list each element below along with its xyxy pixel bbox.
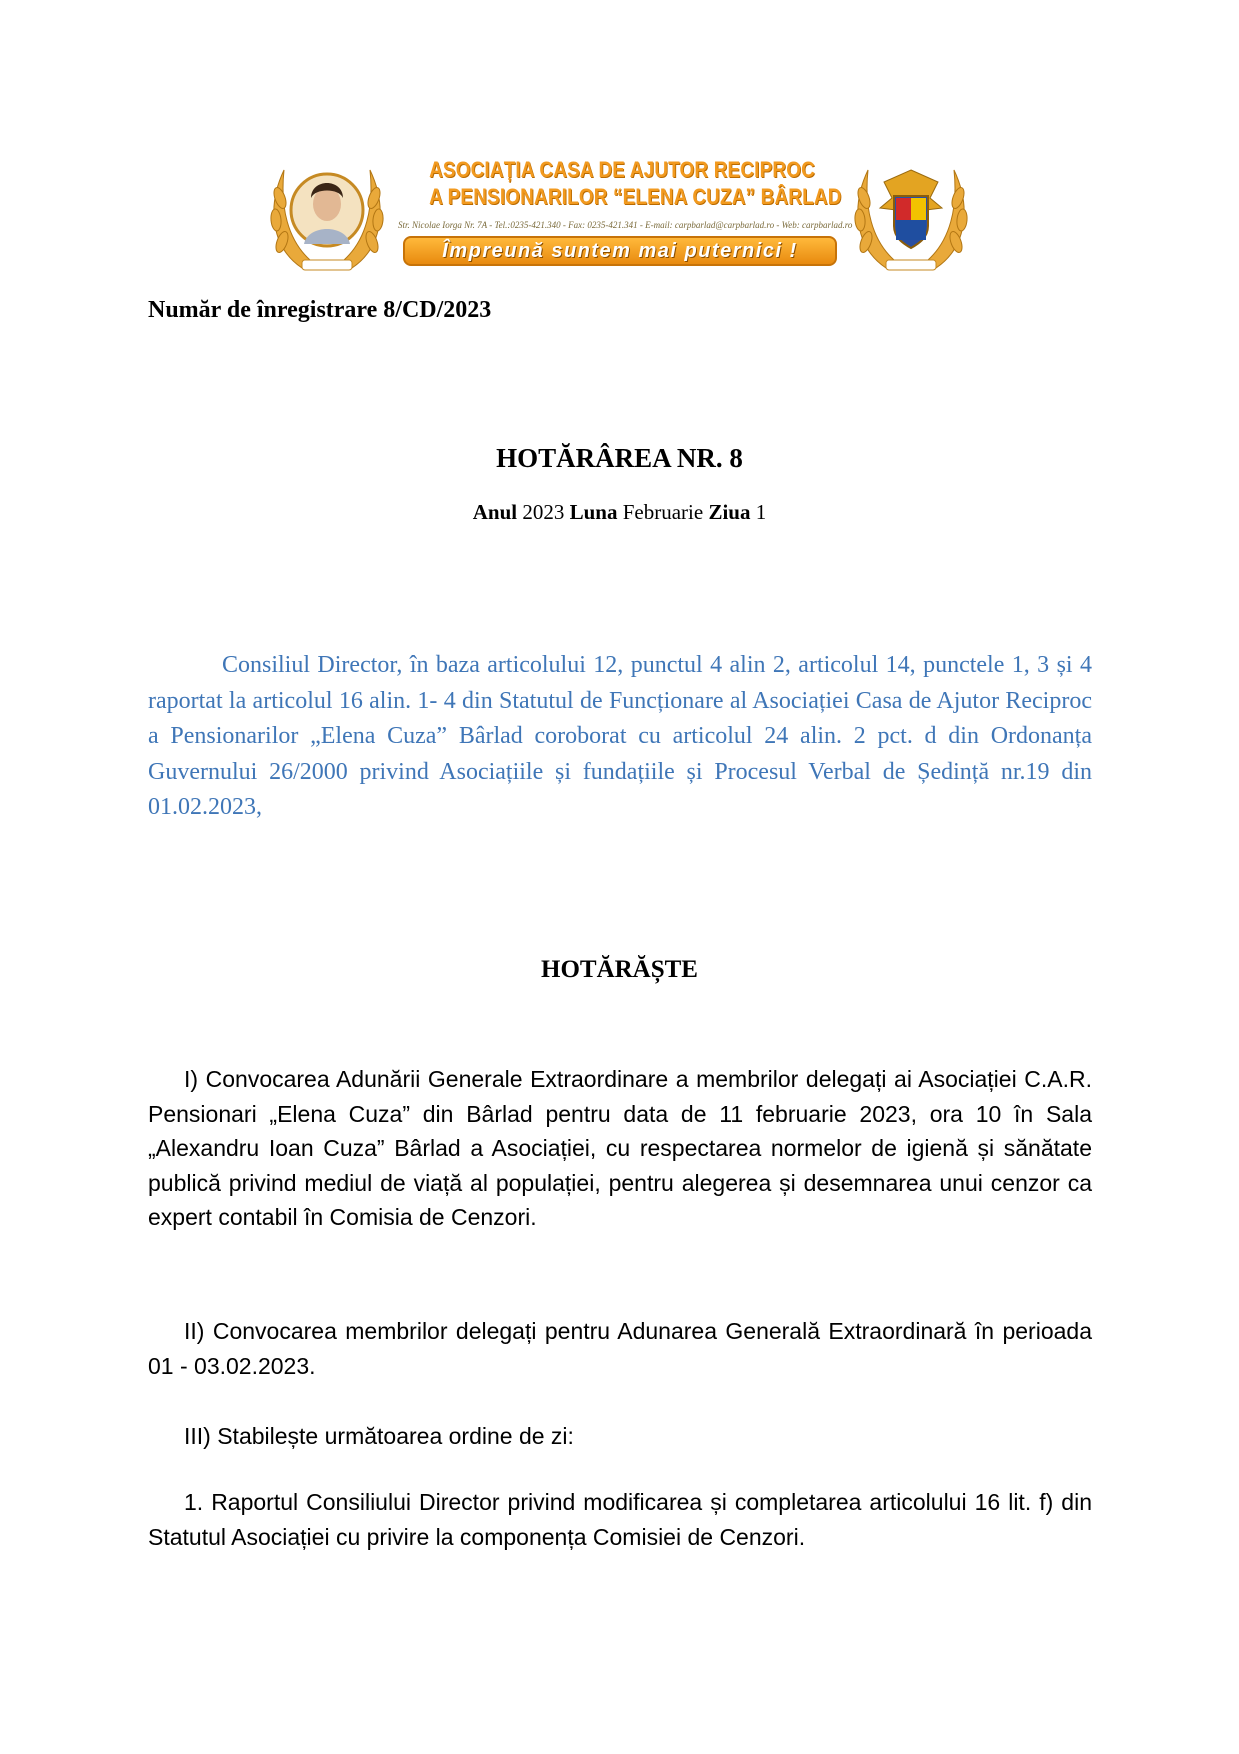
portrait-emblem [262, 148, 392, 280]
month-value: Februarie [622, 500, 704, 524]
letterhead [262, 148, 978, 280]
org-slogan: Împreună suntem mai puternici ! [403, 236, 837, 266]
org-name-line-2: A PENSIONARILOR “ELENA CUZA” BÂRLAD [429, 184, 842, 209]
brand-block [398, 156, 853, 280]
month-label: Luna [569, 500, 618, 524]
year-value: 2023 [522, 500, 565, 524]
date-line [0, 500, 1239, 525]
day-label: Ziua [708, 500, 751, 524]
year-label: Anul [472, 500, 518, 524]
org-name-line-1: ASOCIAȚIA CASA DE AJUTOR RECIPROC [429, 157, 815, 182]
decision-item-1: I) Convocarea Adunării Generale Extraordinare a membrilor delegați ai Asociației C.A.R. Pensionari „Elena Cuza” din Bârlad pentru data de 11 februarie 2023, ora 10 în Sala „Alexandru Ioan Cuza” Bârlad a Asociației, cu respectarea normelor de igienă și sănătate publică privind mediul de viață al populației, pentru alegerea și desemnarea unui cenzor ca expert contabil în Comisia de Cenzori. [148, 1066, 1092, 1230]
org-contact: Str. Nicolae Iorga Nr. 7A - Tel.:0235-421.340 - Fax: 0235-421.341 - E-mail: carpbarlad@carpbarlad.ro - Web: carpbarlad.ro [398, 220, 853, 230]
decision-item-2: II) Convocarea membrilor delegați pentru Adunarea Generală Extraordinară în perioada 01 - 03.02.2023. [148, 1318, 1092, 1379]
registration-number: Număr de înregistrare 8/CD/2023 [148, 297, 492, 323]
document-title: HOTĂRÂREA NR. 8 [496, 443, 743, 473]
coat-of-arms-emblem [846, 148, 976, 280]
decision-heading: HOTĂRĂȘTE [541, 956, 698, 983]
decision-item-3: III) Stabilește următoarea ordine de zi: [184, 1423, 574, 1449]
day-value: 1 [755, 500, 767, 524]
preamble-paragraph: Consiliul Director, în baza articolului 12, punctul 4 alin 2, articolul 14, punctele 1, 3 și 4 raportat la articolul 16 alin. 1- 4 din Statutul de Funcționare al Asociației Casa de Ajutor Reciproc a Pensionarilor „Elena Cuza” Bârlad coroborat cu articolul 24 alin. 2 pct. d din Ordonanța Guvernului 26/2000 privind Asociațiile și fundațiile și Procesul Verbal de Ședință nr.19 din 01.02.2023, [148, 652, 1092, 820]
agenda-item-1: 1. Raportul Consiliului Director privind modificarea și completarea articolului 16 lit. f) din Statutul Asociației cu privire la componența Comisiei de Cenzori. [148, 1489, 1092, 1550]
